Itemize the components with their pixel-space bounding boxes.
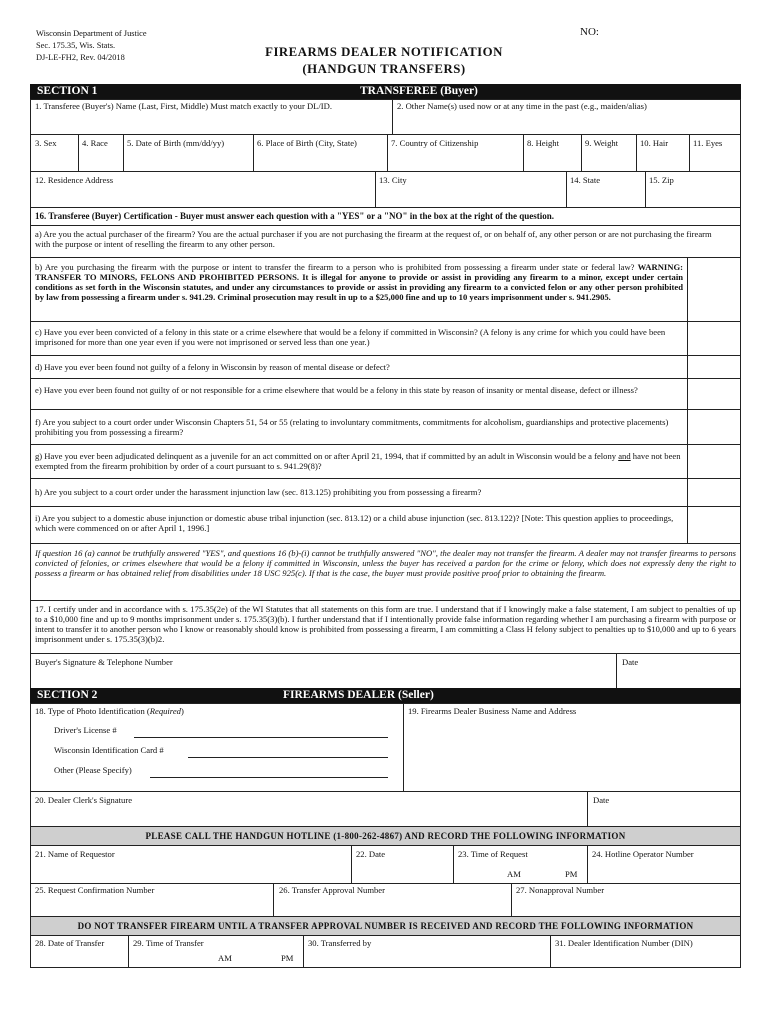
certification-heading: 16. Transferee (Buyer) Certification - Buyer must answer each question with a "YES" or a "NO" in the box at the right of the question. bbox=[35, 211, 554, 221]
statute-reference: Sec. 175.35, Wis. Stats. bbox=[36, 41, 116, 50]
section-2-label: SECTION 2 bbox=[37, 689, 98, 701]
buyer-signature-field[interactable]: Buyer's Signature & Telephone Number bbox=[35, 657, 173, 667]
field-20-clerk-signature[interactable]: 20. Dealer Clerk's Signature bbox=[35, 795, 133, 805]
section-1-label: SECTION 1 bbox=[37, 85, 98, 97]
field-27-nonapproval[interactable]: 27. Nonapproval Number bbox=[516, 885, 605, 895]
field-11-eyes[interactable]: 11. Eyes bbox=[693, 138, 723, 148]
answer-box-16e[interactable] bbox=[688, 379, 740, 408]
field-18-label: 18. Type of Photo Identification ( bbox=[35, 706, 150, 716]
question-16b bbox=[35, 262, 683, 302]
question-16g-text-end: have not been exempted from the firearm prohibition by order of a court pursuant to s. 941.29(8)? bbox=[35, 451, 681, 471]
field-18-required: Required bbox=[149, 706, 181, 716]
field-29-time-of-transfer[interactable]: 29. Time of Transfer bbox=[133, 938, 204, 948]
question-16d: d) Have you ever been found not guilty of a felony in Wisconsin by reason of mental disease or defect? bbox=[35, 362, 390, 372]
question-16b-text: b) Are you purchasing the firearm with the purpose or intent to transfer the firearm to a person who is prohibited from possessing a firearm under state or federal law? bbox=[35, 262, 635, 272]
transfer-notice: If question 16 (a) cannot be truthfully answered "YES", and questions 16 (b)-(i) cannot be truthfully answered "NO", the dealer may not transfer the firearm. A dealer may not transfer firearms to persons convicted of felonies, or crimes elsewhere that would be a felony if committed in Wisconsin, unless the buyer has received a pardon for the crime or felony, which does not expressly deny the right to possess a firearm or has obtained relief from disabilities under 18 USC 925(c). If that is the case, the buyer must provide positive proof prior to obtaining the firearm. bbox=[35, 548, 736, 578]
title-line-2: (HANDGUN TRANSFERS) bbox=[302, 62, 466, 76]
field-1-buyer-name[interactable]: 1. Transferee (Buyer's) Name (Last, First, Middle) Must match exactly to your DL/ID. bbox=[35, 101, 333, 111]
field-14-state[interactable]: 14. State bbox=[570, 175, 601, 185]
form-title bbox=[200, 44, 568, 78]
field-4-race[interactable]: 4. Race bbox=[82, 138, 108, 148]
field-10-hair[interactable]: 10. Hair bbox=[640, 138, 669, 148]
question-16g bbox=[35, 451, 685, 471]
transfer-am[interactable]: AM bbox=[218, 953, 232, 963]
field-7-country-of-citizenship[interactable]: 7. Country of Citizenship bbox=[391, 138, 479, 148]
field-31-dealer-id-number[interactable]: 31. Dealer Identification Number (DIN) bbox=[555, 938, 693, 948]
question-16g-and: and bbox=[618, 451, 631, 461]
agency-name: Wisconsin Department of Justice bbox=[36, 29, 147, 38]
field-3-sex[interactable]: 3. Sex bbox=[35, 138, 57, 148]
question-16f: f) Are you subject to a court order under Wisconsin Chapters 51, 54 or 55 (relating to involuntary commitments, commitments for alcoholism, guardianships and protective placements) prohibiting you from possessing a firearm? bbox=[35, 417, 669, 437]
field-24-hotline-operator[interactable]: 24. Hotline Operator Number bbox=[592, 849, 694, 859]
form-number-label: NO: bbox=[580, 26, 599, 38]
wi-id-card-input[interactable] bbox=[188, 757, 388, 758]
question-16a: a) Are you the actual purchaser of the firearm? You are the actual purchaser if you are not purchasing the firearm at the request of, or on behalf of, any other person or are not purchasing the firearm with the purpose or intent of reselling the firearm to any other person. bbox=[35, 229, 712, 249]
dealer-date-field[interactable]: Date bbox=[593, 795, 610, 805]
field-18-photo-id-type bbox=[35, 706, 184, 716]
question-16i: i) Are you subject to a domestic abuse injunction or domestic abuse tribal injunction (sec. 813.12) or a child abuse injunction (sec. 813.122)? [Note: This question applies to proceedings, which were commenced on or after April 1, 1996.] bbox=[35, 513, 674, 533]
question-16e: e) Have you ever been found not guilty of or not responsible for a crime elsewhere that would be a felony in this state by reason of insanity or mental disease, defect or illness? bbox=[35, 385, 638, 395]
field-12-residence-address[interactable]: 12. Residence Address bbox=[35, 175, 114, 185]
form-id: DJ-LE-FH2, Rev. 04/2018 bbox=[36, 53, 125, 62]
answer-box-16f[interactable] bbox=[688, 410, 740, 443]
request-pm[interactable]: PM bbox=[565, 869, 578, 879]
field-28-date-of-transfer[interactable]: 28. Date of Transfer bbox=[35, 938, 105, 948]
question-16g-text-start: g) Have you ever been adjudicated delinquent as a juvenile for an act committed on or after April 21, 1994, that if committed by an adult in Wisconsin would be a felony bbox=[35, 451, 619, 461]
field-26-transfer-approval[interactable]: 26. Transfer Approval Number bbox=[279, 885, 385, 895]
field-6-place-of-birth[interactable]: 6. Place of Birth (City, State) bbox=[257, 138, 357, 148]
transfer-pm[interactable]: PM bbox=[281, 953, 294, 963]
answer-box-16i[interactable] bbox=[688, 507, 740, 542]
section-1-title: TRANSFEREE (Buyer) bbox=[360, 85, 478, 97]
field-8-height[interactable]: 8. Height bbox=[527, 138, 559, 148]
wi-id-card-label: Wisconsin Identification Card # bbox=[54, 745, 164, 755]
section-2-title: FIREARMS DEALER (Seller) bbox=[283, 689, 434, 701]
other-id-label: Other (Please Specify) bbox=[54, 765, 132, 775]
section-1-bar bbox=[30, 84, 741, 99]
question-16h: h) Are you subject to a court order under the harassment injunction law (sec. 813.125) prohibiting you from possessing a firearm? bbox=[35, 487, 482, 497]
other-id-input[interactable] bbox=[150, 777, 388, 778]
field-15-zip[interactable]: 15. Zip bbox=[649, 175, 674, 185]
drivers-license-input[interactable] bbox=[134, 737, 388, 738]
drivers-license-label: Driver's License # bbox=[54, 725, 117, 735]
answer-box-16g[interactable] bbox=[688, 445, 740, 477]
field-25-confirmation-number[interactable]: 25. Request Confirmation Number bbox=[35, 885, 155, 895]
field-18-label-end: ) bbox=[180, 706, 184, 716]
field-23-time-of-request[interactable]: 23. Time of Request bbox=[458, 849, 528, 859]
field-22-date[interactable]: 22. Date bbox=[356, 849, 386, 859]
field-2-other-names[interactable]: 2. Other Name(s) used now or at any time in the past (e.g., maiden/alias) bbox=[397, 101, 647, 111]
question-16c: c) Have you ever been convicted of a felony in this state or a crime elsewhere that would be a felony if committed in Wisconsin? (A felony is any crime for which you could have been imprisoned for more than one year even if you were not imprisoned or served less than one year.) bbox=[35, 327, 666, 347]
section-2-bar bbox=[30, 688, 741, 703]
field-13-city[interactable]: 13. City bbox=[379, 175, 407, 185]
answer-box-16d[interactable] bbox=[688, 356, 740, 377]
field-21-requestor-name[interactable]: 21. Name of Requestor bbox=[35, 849, 115, 859]
answer-box-16h[interactable] bbox=[688, 479, 740, 505]
hotline-instruction-bar: PLEASE CALL THE HANDGUN HOTLINE (1-800-262-4867) AND RECORD THE FOLLOWING INFORMATION bbox=[30, 826, 741, 846]
field-19-dealer-business[interactable]: 19. Firearms Dealer Business Name and Address bbox=[408, 706, 577, 716]
request-am[interactable]: AM bbox=[507, 869, 521, 879]
certification-17: 17. I certify under and in accordance with s. 175.35(2e) of the WI Statutes that all statements on this form are true. I understand that if I knowingly make a false statement, I am subject to penalties of up to a $10,000 fine and up to 9 months imprisonment under s. 175.35(3)(b). I further understand that if I intentionally provide false information regarding whether I am purchasing a firearm with purpose or intent to transfer it to another person who I know or reasonably should know is prohibited from possessing a firearm, I am committing a Class H felony subject to penalties up to $10,000 and up to 6 years imprisonment under s. 175.35(3)(b)2. bbox=[35, 604, 736, 644]
title-line-1: FIREARMS DEALER NOTIFICATION bbox=[265, 45, 503, 59]
field-9-weight[interactable]: 9. Weight bbox=[585, 138, 619, 148]
question-16b-warning: WARNING: TRANSFER TO MINORS, FELONS AND PROHIBITED PERSONS. It is illegal for anyone to provide or assist in providing any firearm to a minor, except under certain conditions as set forth in the Wisconsin statutes, and under any circumstances to provide or assist in providing any firearm to a convicted felon or any other person prohibited by law from possessing a firearm under s. 941.29. Criminal prosecution may result in up to a $25,000 fine and up to 10 years imprisonment under s. 941.2905. bbox=[35, 262, 683, 302]
answer-box-16c[interactable] bbox=[688, 322, 740, 354]
transfer-instruction-bar: DO NOT TRANSFER FIREARM UNTIL A TRANSFER APPROVAL NUMBER IS RECEIVED AND RECORD THE FOLLOWING INFORMATION bbox=[30, 916, 741, 936]
answer-box-16b[interactable] bbox=[688, 258, 740, 320]
section-1-frame bbox=[30, 99, 741, 691]
field-5-date-of-birth[interactable]: 5. Date of Birth (mm/dd/yy) bbox=[127, 138, 225, 148]
buyer-date-field[interactable]: Date bbox=[622, 657, 639, 667]
field-30-transferred-by[interactable]: 30. Transferred by bbox=[308, 938, 372, 948]
